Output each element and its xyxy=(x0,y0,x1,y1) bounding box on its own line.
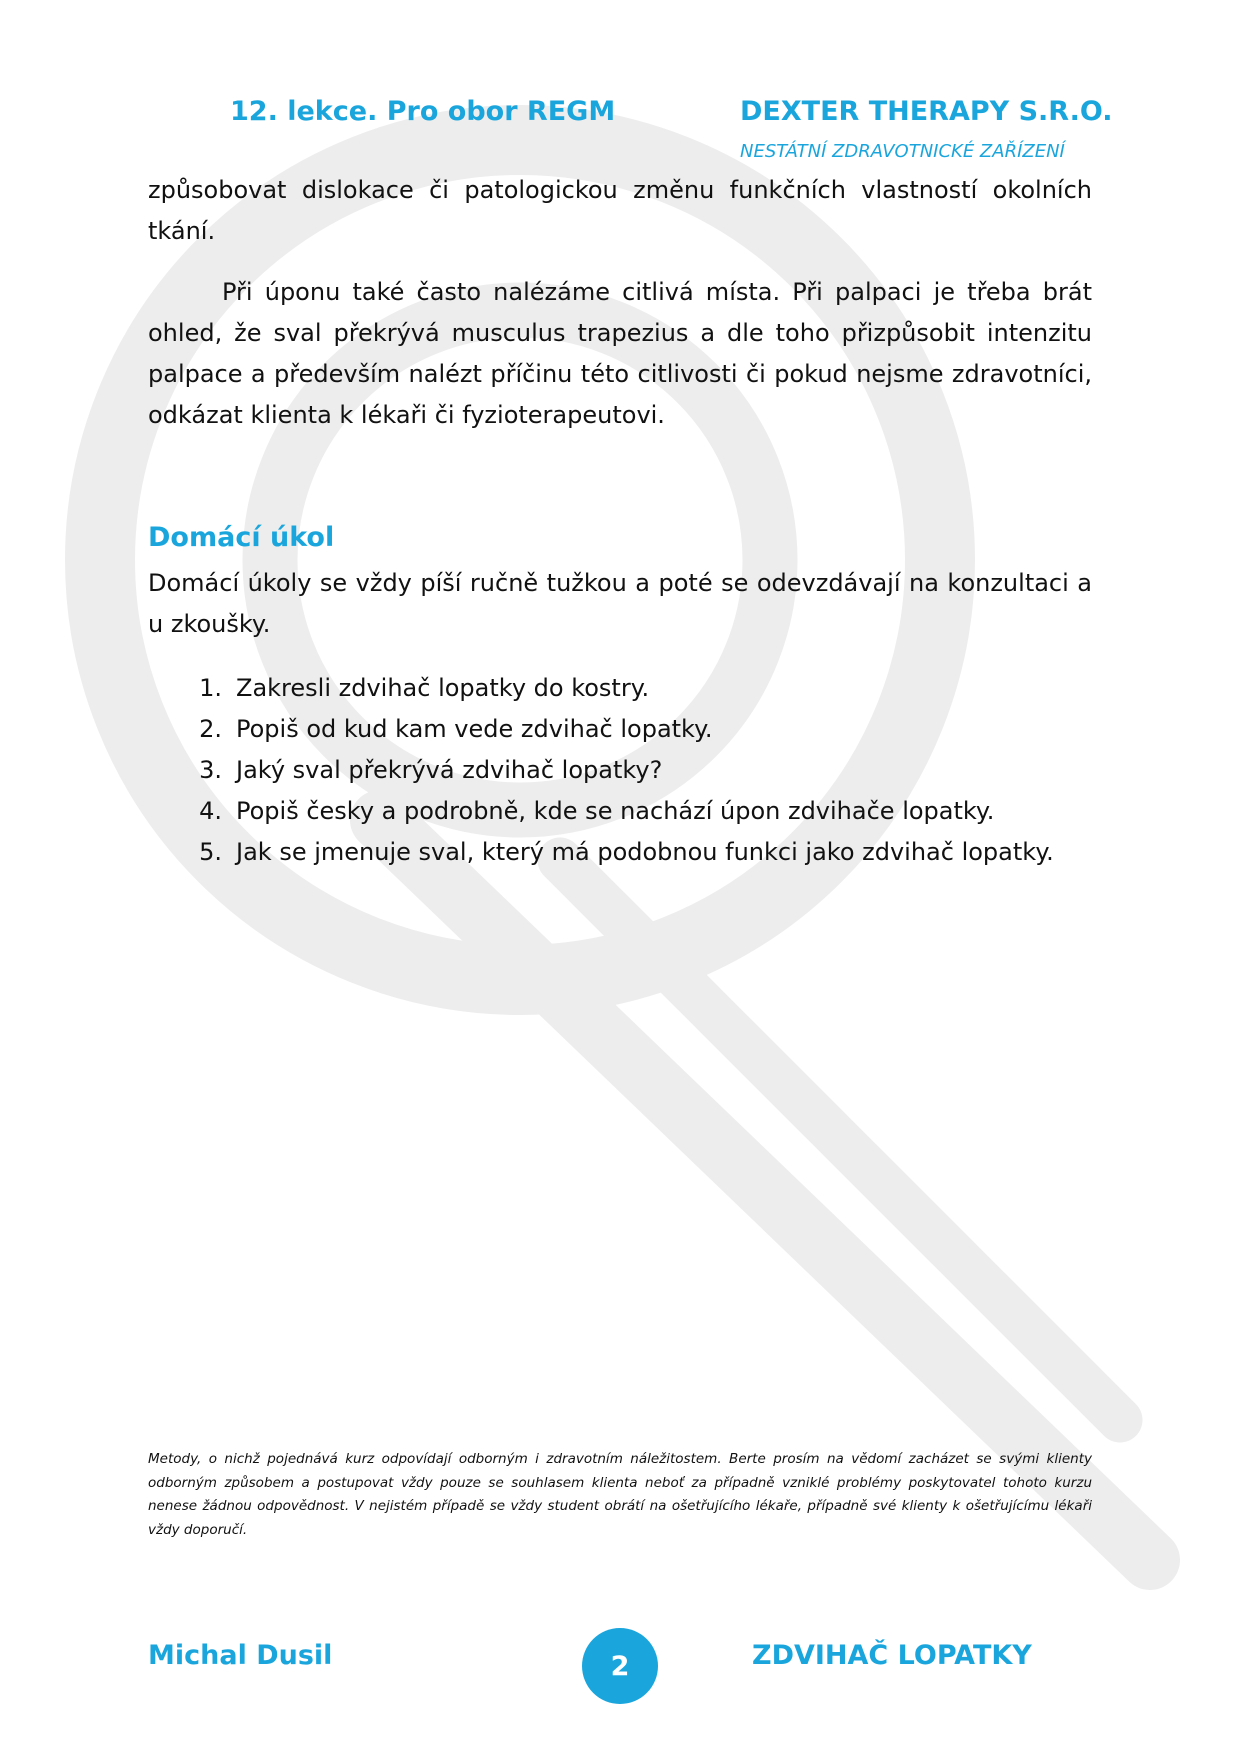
task-number: 4. xyxy=(199,797,222,825)
company-name: DEXTER THERAPY S.R.O. xyxy=(740,96,1113,127)
lesson-header: 12. lekce. Pro obor REGM xyxy=(230,96,616,127)
task-text: Zakresli zdvihač lopatky do kostry. xyxy=(236,674,650,702)
footer-topic: ZDVIHAČ LOPATKY xyxy=(752,1640,1032,1671)
task-number: 1. xyxy=(199,674,222,702)
task-text: Jaký sval překrývá zdvihač lopatky? xyxy=(236,756,663,784)
disclaimer: Metody, o nichž pojednává kurz odpovídají odborným i zdravotním náležitostem. Berte prosím na vědomí zacházet se svými klienty odborným způsobem a postupovat vždy pouze se souhlasem klienta neboť za případně vzniklé problémy poskytovatel tohoto kurzu nenese žádnou odpovědnost. V nejistém případě se vždy student obrátí na ošetřujícího lékaře, případně své klienty k ošetřujícímu lékaři vždy doporučí. xyxy=(148,1451,1092,1538)
homework-task-list xyxy=(148,668,1092,873)
list-item xyxy=(148,791,1092,832)
page-number-badge xyxy=(582,1628,658,1704)
author-name: Michal Dusil xyxy=(148,1640,333,1671)
task-number: 5. xyxy=(199,838,222,866)
task-text: Popiš česky a podrobně, kde se nachází úpon zdvihače lopatky. xyxy=(236,797,995,825)
task-text: Popiš od kud kam vede zdvihač lopatky. xyxy=(236,715,713,743)
task-number: 3. xyxy=(199,756,222,784)
list-item xyxy=(148,750,1092,791)
homework-heading: Domácí úkol xyxy=(148,522,335,553)
page-number: 2 xyxy=(610,1650,630,1682)
list-item xyxy=(148,709,1092,750)
body-paragraph-1: způsobovat dislokace či patologickou změnu funkčních vlastností okolních tkání. xyxy=(148,176,1092,245)
company-subtitle: NESTÁTNÍ ZDRAVOTNICKÉ ZAŘÍZENÍ xyxy=(740,141,1065,162)
homework-intro: Domácí úkoly se vždy píší ručně tužkou a poté se odevzdávají na konzultaci a u zkoušky. xyxy=(148,569,1092,638)
body-paragraph-2: Při úponu také často nalézáme citlivá místa. Při palpaci je třeba brát ohled, že sval překrývá musculus trapezius a dle toho přizpůsobit intenzitu palpace a především nalézt příčinu této citlivosti či pokud nejsme zdravotníci, odkázat klienta k lékaři či fyzioterapeutovi. xyxy=(148,278,1092,429)
task-text: Jak se jmenuje sval, který má podobnou funkci jako zdvihač lopatky. xyxy=(236,838,1054,866)
list-item xyxy=(148,668,1092,709)
task-number: 2. xyxy=(199,715,222,743)
list-item xyxy=(148,832,1092,873)
